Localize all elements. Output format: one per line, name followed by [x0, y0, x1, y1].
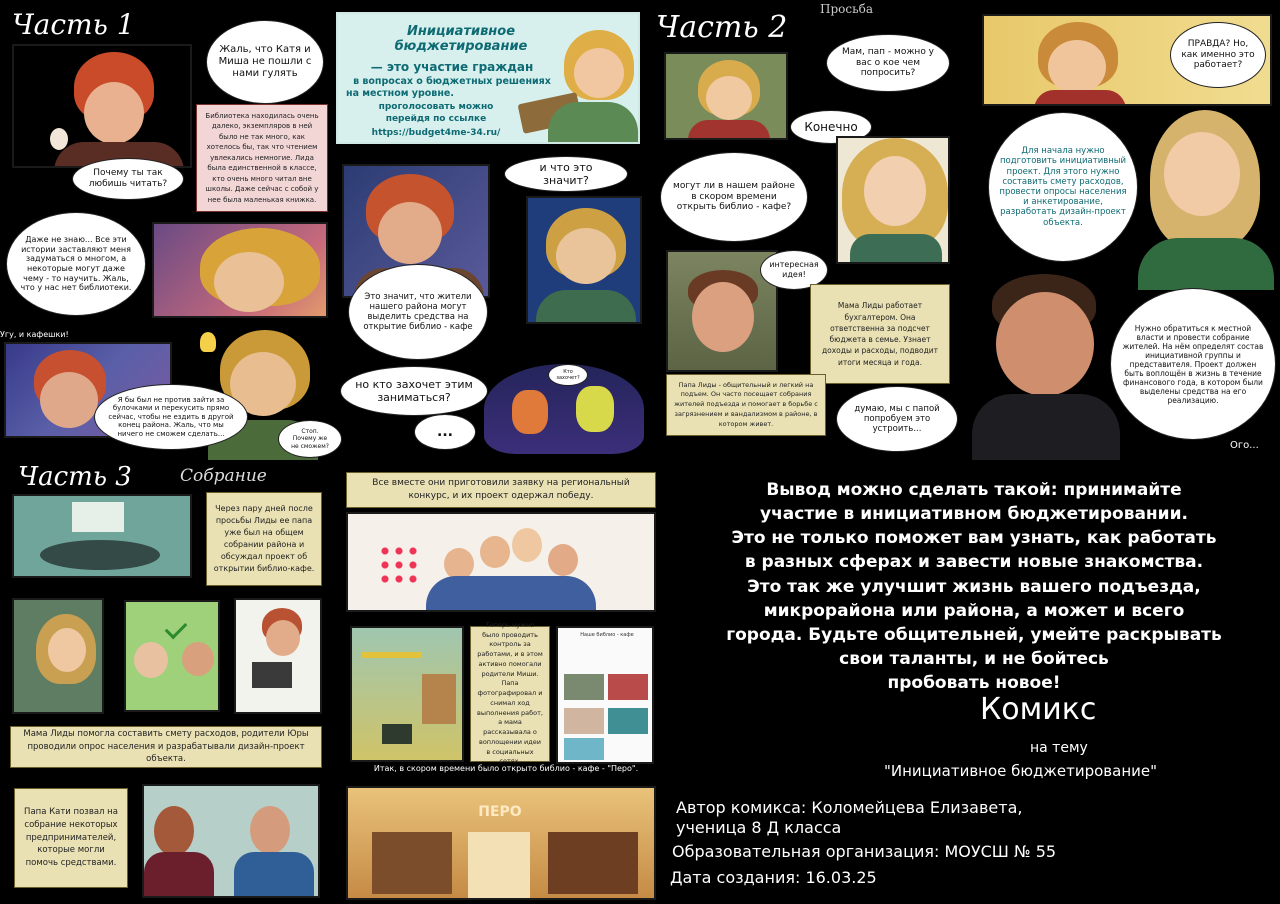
p2-dad2-face: [996, 292, 1094, 396]
ice-cream: [50, 128, 68, 150]
info-link[interactable]: https://budget4me-34.ru/: [371, 128, 501, 138]
p3-man-face: [266, 620, 300, 656]
bubble-p2-8: Нужно обратиться к местной власти и провести собрание жителей. На нём определят состав инициативной группы и представителя. Проект должен быть воплощён в жизнь в течение финансового года, в котором были выделены средства на его реализацию.: [1110, 288, 1276, 440]
caption-p3-5: Теперь нужно было проводить контроль за работами, и в этом активно помогали родители Миши. Папа фотографировал и снимал ход выполнения работ, а мама рассказывала о воплощении идеи в социальных сетях.: [470, 626, 550, 762]
p2-happy-shirt: [1034, 90, 1126, 106]
comic-title: Комикс: [980, 692, 1097, 727]
concl-l5: Это так же улучшит жизнь вашего подъезда,: [747, 576, 1201, 597]
check-icon: [165, 617, 188, 640]
ogo-text: Ого...: [1230, 440, 1259, 451]
panel-p3-4: [234, 598, 322, 714]
caption-p3-3: Папа Кати позвал на собрание некоторых предпринимателей, которые могли помочь средствами.: [14, 788, 128, 888]
cat-yellow: [576, 386, 614, 432]
p3-right-shirt: [234, 852, 314, 898]
laptop-icon: [252, 662, 292, 688]
p2-mom-shirt: [1138, 238, 1274, 290]
part2-subtitle: Просьба: [820, 2, 874, 16]
author-line2: ученица 8 Д класса: [676, 818, 842, 837]
p3-woman-face: [182, 642, 214, 676]
panel-p1-2: [152, 222, 328, 318]
topic-line1: на тему: [1030, 740, 1088, 756]
panel-p3-2: [12, 598, 104, 714]
info-card: [336, 12, 640, 144]
cat-orange: [512, 390, 548, 434]
kid4: [548, 544, 578, 576]
panel-p3-6: [346, 512, 656, 612]
cafe-door: [468, 832, 530, 900]
part2-title: Часть 2: [656, 10, 788, 45]
table: [40, 540, 160, 570]
panel-cafe: [346, 786, 656, 900]
org-line: Образовательная организация: МОУСШ № 55: [672, 842, 1057, 861]
panel-p2-5: [1130, 108, 1276, 288]
dots: [378, 544, 418, 584]
p3-girl-face: [48, 628, 86, 672]
img4: [608, 708, 648, 734]
bubble-p2-1: Мам, пап - можно у вас о кое чем попросить?: [826, 34, 950, 92]
boy-face: [84, 82, 144, 144]
bubble-p2-6: ПРАВДА? Но, как именно это работает?: [1170, 22, 1266, 88]
concl-l7: города. Будьте общительней, умейте раскрывать: [726, 624, 1222, 645]
mid-girl-face: [556, 228, 616, 284]
info-line4: проголосовать можно: [378, 102, 494, 112]
date-line: Дата создания: 16.03.25: [670, 868, 877, 887]
board: [72, 502, 124, 532]
boy-face-2: [40, 372, 98, 428]
concl-l6: микрорайона или района, а может и всего: [763, 600, 1185, 621]
info-line1: — это участие граждан: [370, 60, 534, 74]
bubble-mid-1: и что это значит?: [504, 156, 628, 192]
info-line2: в вопросах о бюджетных решениях: [353, 76, 551, 87]
topic-line2: "Инициативное бюджетирование": [884, 762, 1158, 780]
building: [422, 674, 456, 724]
bubble-p2-2: Конечно: [790, 110, 872, 144]
caption-p2-mom: Мама Лиды работает бухгалтером. Она ответственна за подсчет бюджета в семье. Узнает доходы и расходы, подводит итоги месяца и года.: [810, 284, 950, 384]
panel-p2-2: [836, 136, 950, 264]
caption-p2-dad: Папа Лиды - общительный и легкий на подъем. Он часто посещает собрания жителей подъезда и помогает в борьбе с загрязнением и вандализмом в районе, в котором живет.: [666, 374, 826, 436]
concl-l2: участие в инициативном бюджетировании.: [760, 504, 1188, 525]
panel-mid-2: [526, 196, 642, 324]
p3-right-face: [250, 806, 290, 854]
info-line3: на местном уровне.: [346, 88, 454, 99]
bubble-p1-3: Даже не знаю... Все эти истории заставляют меня задуматься о многом, а некоторые могут даже чему - то научить. Жаль, что у нас нет библиотеки.: [6, 212, 146, 316]
info-line5: перейдя по ссылке: [385, 114, 487, 124]
caption-p3-1: Через пару дней после просьбы Лиды ее папа уже был на общем собрании района и обсуждал проект об открытии библио-кафе.: [206, 492, 322, 586]
bubble-mid-2: Это значит, что жители нашего района могут выделить средства на открытие библио - кафе: [348, 264, 488, 360]
p2-dad-face: [692, 282, 754, 352]
panel-p2-6: [970, 270, 1120, 460]
group-shirts: [426, 576, 596, 612]
bubble-p2-3: могут ли в нашем районе в скором времени открыть библио - кафе?: [660, 152, 808, 242]
cafe-window-left: [372, 832, 452, 894]
p2-girl-shirt: [688, 120, 770, 140]
part1-title: Часть 1: [12, 8, 135, 41]
img3: [564, 708, 604, 734]
p2-girl2-shirt: [850, 234, 942, 264]
panel-p3-7: [350, 626, 464, 762]
bubble-mid-4: ...: [414, 414, 476, 450]
concl-l4: в разных сферах и завести новые знакомства.: [744, 552, 1204, 573]
img2: [608, 674, 648, 700]
concl-l1: Вывод можно сделать такой: принимайте: [766, 480, 1182, 500]
caption-p3-2: Мама Лиды помогла составить смету расходов, родители Юры проводили опрос населения и разрабатывали дизайн-проект объекта.: [10, 726, 322, 768]
kid3: [512, 528, 542, 562]
cafe-window-right: [548, 832, 638, 894]
p2-mom-face: [1164, 132, 1240, 216]
p2-happy-face: [1048, 40, 1106, 94]
panel-p3-8: [556, 626, 654, 764]
concl-l3: Это не только поможет вам узнать, как работать: [731, 528, 1217, 549]
bubble-mid-3: но кто захочет этим заниматься?: [340, 366, 488, 416]
mid-girl-shirt: [536, 290, 636, 324]
panel-p3-3: [124, 600, 220, 712]
bubble-p2-7: Для начала нужно подготовить инициативный проект. Для этого нужно составить смету расходов, провести опросы населения и анкетирование, разработать дизайн-проект объекта.: [988, 112, 1138, 262]
p2-dad2-shirt: [972, 394, 1120, 460]
p3-old-face: [134, 642, 168, 678]
concl-l8: свои таланты, и не бойтесь: [839, 648, 1109, 669]
panel-p3-1: [12, 494, 192, 578]
mid-boy-face: [378, 202, 442, 264]
p3-left-shirt: [144, 852, 214, 898]
board-title: Наше библио - кафе: [580, 632, 634, 638]
bubble-p1-5: Стоп. Почему же не сможем?: [278, 420, 342, 458]
author-line1: Автор комикса: Коломейцева Елизавета,: [676, 798, 1023, 817]
conclusion-text: [672, 478, 1276, 695]
bubble-p1-1: Жаль, что Катя и Миша не пошли с нами гулять: [206, 20, 324, 104]
part3-subtitle: Собрание: [180, 466, 267, 486]
part3-title: Часть 3: [18, 462, 132, 492]
caption-p3-6: Итак, в скором времени было открыто библио - кафе - "Перо".: [373, 764, 639, 773]
bubble-p1-4: Я бы был не против зайти за булочками и перекусить прямо сейчас, чтобы не ездить в другой конец района. Жаль, что мы ничего не сможем сделать...: [94, 384, 248, 450]
girl-face: [214, 252, 284, 312]
caption-p3-4: Все вместе они приготовили заявку на региональный конкурс, и их проект одержал победу.: [346, 472, 656, 508]
bubble-p1-2: Почему ты так любишь читать?: [72, 158, 184, 200]
img1: [564, 674, 604, 700]
kid2: [480, 536, 510, 568]
tag-cafe: Угу, и кафешки!: [0, 330, 69, 339]
phone: [382, 724, 412, 744]
panel-p3-5: [142, 784, 320, 898]
bubble-cats: Кто захочет?: [548, 364, 588, 386]
panel-mid-cats: [484, 364, 644, 454]
p3-left-face: [154, 806, 194, 856]
panel-p1-1: [12, 44, 192, 168]
p2-girl2-face: [864, 156, 926, 226]
bubble-p2-5: думаю, мы с папой попробуем это устроить...: [836, 386, 958, 452]
cafe-sign: ПЕРО: [478, 804, 522, 820]
bubble-p2-4: интересная идея!: [760, 250, 828, 290]
caption-p1-library: Библиотека находилась очень далеко, экземпляров в ней было не так много, как хотелось бы, так что чтением увлекались немногие. Лида была единственной в классе, кто очень много читал вне школы. Даже сейчас с собой у нее была маленькая книжка.: [196, 104, 328, 212]
concl-l9: пробовать новое!: [887, 673, 1061, 693]
crane: [362, 652, 422, 658]
info-heading: Инициативное бюджетирование: [394, 24, 528, 54]
info-girl-shirt: [548, 102, 638, 144]
img5: [564, 738, 604, 760]
info-girl-face: [574, 48, 624, 98]
panel-p2-1: [664, 52, 788, 140]
p2-girl-face: [706, 76, 752, 120]
